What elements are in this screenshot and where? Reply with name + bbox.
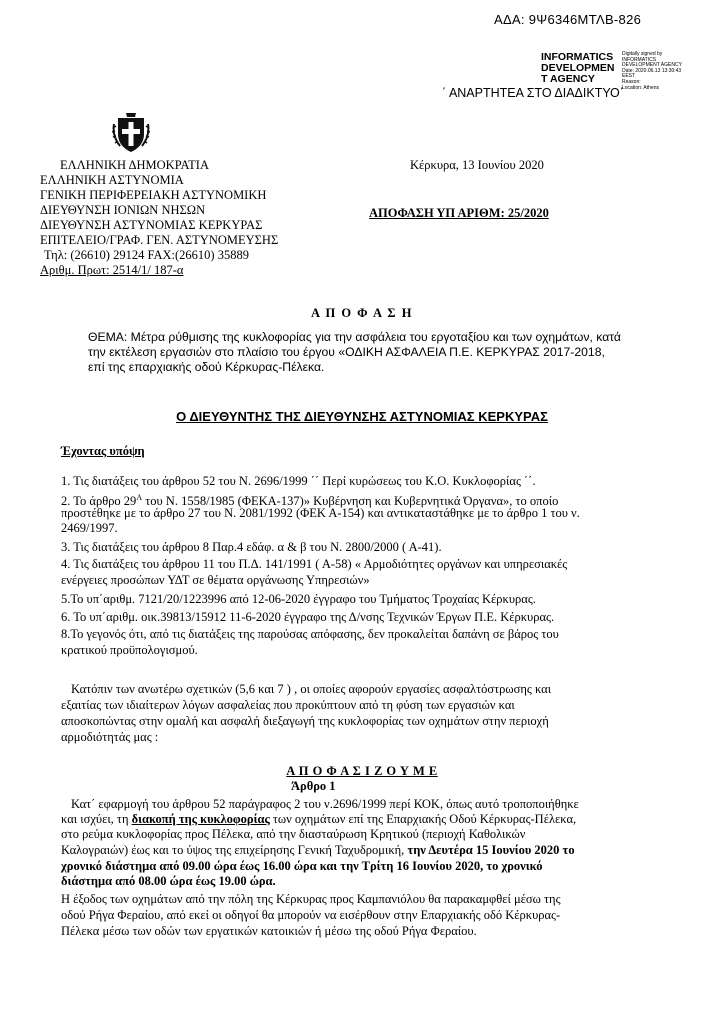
header-line-6: ΕΠΙΤΕΛΕΙΟ/ΓΡΑΦ. ΓΕΝ. ΑΣΤΥΝΟΜΕΥΣΗΣ: [40, 233, 279, 247]
greek-emblem-icon: [112, 110, 150, 154]
document-title: Α Π Ο Φ Α Σ Η: [311, 306, 413, 320]
signature-detail-2: INFORMATICS: [622, 56, 657, 63]
item-4-line-2: ενέργειες προσώπων ΥΔΤ σε θέματα οργάνωσης Υπηρεσιών»: [61, 573, 370, 587]
signature-detail-4: Date: 2020.06.13 13:30:43: [622, 67, 682, 74]
item-8-line-1: 8.Το γεγονός ότι, από τις διατάξεις της παρούσας απόφασης, δεν προκαλείται δαπάνη σε βάρος του: [61, 627, 559, 641]
signature-detail-6: Reason:: [622, 79, 641, 85]
item-2-line-2: προστέθηκε με το άρθρο 27 του Ν. 2081/1992 (ΦΕΚ Α-154) και αντικαταστάθηκε με το άρθρο 1 του ν.: [61, 506, 580, 520]
signature-detail-5: EEST: [622, 73, 636, 80]
place-date: Κέρκυρα, 13 Ιουνίου 2020: [410, 158, 544, 172]
publish-note: ΄ ΑΝΑΡΤΗΤΕΑ ΣΤΟ ΔΙΑΔΙΚΤΥΟ΄: [442, 86, 624, 100]
considering-heading: Έχοντας υπόψη: [61, 444, 145, 458]
header-line-4: ΔΙΕΥΘΥΝΣΗ ΙΟΝΙΩΝ ΝΗΣΩΝ: [40, 203, 206, 217]
article-para-2-line-1: Η έξοδος των οχημάτων από την πόλη της Κέρκυρας προς Καμπανιόλου θα παρακαμφθεί μέσω της: [61, 892, 561, 906]
header-contact: Τηλ: (26610) 29124 FAX:(26610) 35889: [44, 248, 249, 262]
article-para-2-line-2: οδού Ρήγα Φεραίου, από εκεί οι οδηγοί θα μπορούν να εισέρθουν στην Επαρχιακής οδό Κέρκυρας-: [61, 908, 561, 922]
header-line-2: ΕΛΛΗΝΙΚΗ ΑΣΤΥΝΟΜΙΑ: [40, 173, 184, 187]
article-line-2: [61, 812, 576, 827]
signature-org-line-3: T AGENCY: [541, 73, 595, 85]
ada-code: ΑΔΑ: 9Ψ6346ΜΤΛΒ-826: [494, 12, 642, 27]
item-6: 6. Το υπ΄αριθμ. οικ.39813/15912 11-6-2020 έγγραφο της Δ/νσης Τεχνικών Έργων Π.Ε. Κέρκυρας.: [61, 610, 555, 624]
article-para-2-line-3: Πέλεκα μέσω των οδών των εργατικών κατοικιών ή μέσω της οδού Ρήγα Φεραίου.: [61, 924, 477, 938]
intro-line-2: εξαιτίας των ιδιαίτερων λόγων ασφαλείας που προκύπτουν από τη φύση των εργασιών και: [61, 698, 515, 712]
subject-line-2: την εκτέλεση εργασιών στο πλαίσιο του έργου «ΟΔΙΚΗ ΑΣΦΑΛΕΙΑ Π.Ε. ΚΕΡΚΥΡΑΣ 2017-2018,: [88, 345, 605, 359]
item-3: 3. Τις διατάξεις του άρθρου 8 Παρ.4 εδάφ. α & β του Ν. 2800/2000 ( Α-41).: [61, 540, 442, 554]
article-date-emphasis: την Δευτέρα 15 Ιουνίου 2020 το: [407, 843, 575, 857]
header-line-1: ΕΛΛΗΝΙΚΗ ΔΗΜΟΚΡΑΤΙΑ: [60, 158, 209, 172]
article-line-4-start: Καλογραιών) έως και το ύψος της επιχείρησης Γενική Ταχυδρομική,: [61, 843, 408, 857]
article-line-5: χρονικό διάστημα από 09.00 ώρα έως 16.00 ώρα και την Τρίτη 16 Ιουνίου 2020, το χρονικό: [61, 859, 543, 873]
article-line-4: [61, 843, 575, 858]
subject-line-3: επί της επαρχιακής οδού Κέρκυρας-Πέλεκα.: [88, 360, 325, 374]
item-2-superscript: Α: [136, 493, 143, 502]
decide-heading: Α Π Ο Φ Α Σ Ι Ζ Ο Υ Μ Ε: [286, 764, 438, 778]
intro-line-4: αρμοδιότητάς μας :: [61, 730, 159, 744]
intro-line-1: Κατόπιν των ανωτέρω σχετικών (5,6 και 7 ) , οι οποίες αφορούν εργασίες ασφαλτόστρωσης και: [71, 682, 552, 696]
traffic-suspension-emphasis: διακοπή της κυκλοφορίας: [131, 812, 270, 826]
signature-detail-7: Location: Athens: [622, 84, 659, 91]
item-2-line-3: 2469/1997.: [61, 521, 118, 535]
signature-detail-1: Digitally signed by: [622, 51, 663, 57]
director-heading: Ο ΔΙΕΥΘΥΝΤΗΣ ΤΗΣ ΔΙΕΥΘΥΝΣΗΣ ΑΣΤΥΝΟΜΙΑΣ ΚΕΡΚΥΡΑΣ: [176, 409, 548, 424]
subject-line-1: ΘΕΜΑ: Μέτρα ρύθμισης της κυκλοφορίας για την ασφάλεια του εργοταξίου και των οχημάτων, κατά: [88, 330, 621, 344]
article-line-2-end: των οχημάτων επί της Επαρχιακής Οδού Κέρκυρας-Πέλεκα,: [269, 812, 577, 826]
article-line-1: Κατ΄ εφαρμογή του άρθρου 52 παράγραφος 2 του ν.2696/1999 περί ΚΟΚ, όπως αυτό τροποποιήθηκε: [71, 797, 579, 811]
item-1: 1. Τις διατάξεις του άρθρου 52 του Ν. 2696/1999 ΄΄ Περί κυρώσεως του Κ.Ο. Κυκλοφορίας ΄΄.: [61, 474, 536, 488]
header-line-5: ΔΙΕΥΘΥΝΣΗ ΑΣΤΥΝΟΜΙΑΣ ΚΕΡΚΥΡΑΣ: [40, 218, 263, 232]
item-8-line-2: κρατικού προϋπολογισμού.: [61, 643, 198, 657]
decision-number: ΑΠΟΦΑΣΗ ΥΠ ΑΡΙΘΜ: 25/2020: [369, 206, 549, 220]
signature-org-line-2: DEVELOPMEN: [541, 62, 615, 74]
intro-line-3: αποσκοπώντας στην ομαλή και ασφαλή διεξαγωγή της κυκλοφορίας των οχημάτων στην περιοχή: [61, 714, 549, 728]
signature-detail-3: DEVELOPMENT AGENCY: [622, 62, 682, 69]
header-line-3: ΓΕΝΙΚΗ ΠΕΡΙΦΕΡΕΙΑΚΗ ΑΣΤΥΝΟΜΙΚΗ: [40, 188, 267, 202]
article-line-6: διάστημα από 08.00 ώρα έως 19.00 ώρα.: [61, 874, 276, 888]
article-line-3: στο ρεύμα κυκλοφορίας προς Πέλεκα, από την διασταύρωση Κρητικού (περιοχή Καθολικών: [61, 827, 526, 841]
signature-org-line-1: INFORMATICS: [541, 51, 614, 63]
article-1-heading: Άρθρο 1: [291, 779, 336, 793]
item-4-line-1: 4. Τις διατάξεις του άρθρου 11 του Π.Δ. 141/1991 ( Α-58) « Αρμοδιότητες οργάνων και υπηρεσιακές: [61, 557, 568, 571]
article-line-2-start: και ισχύει, τη: [61, 812, 132, 826]
protocol-number: Αριθμ. Πρωτ: 2514/1/ 187-α: [40, 263, 184, 277]
item-5: 5.Το υπ΄αριθμ. 7121/20/1223996 από 12-06-2020 έγγραφο του Τμήματος Τροχαίας Κέρκυρας.: [61, 592, 536, 606]
item-2-suffix: του Ν. 1558/1985 (ΦΕΚΑ-137)» Κυβέρνηση και Κυβερνητικά Όργανα», το οποίο: [142, 494, 559, 509]
item-2-prefix: 2. Το άρθρο 29: [61, 494, 137, 509]
